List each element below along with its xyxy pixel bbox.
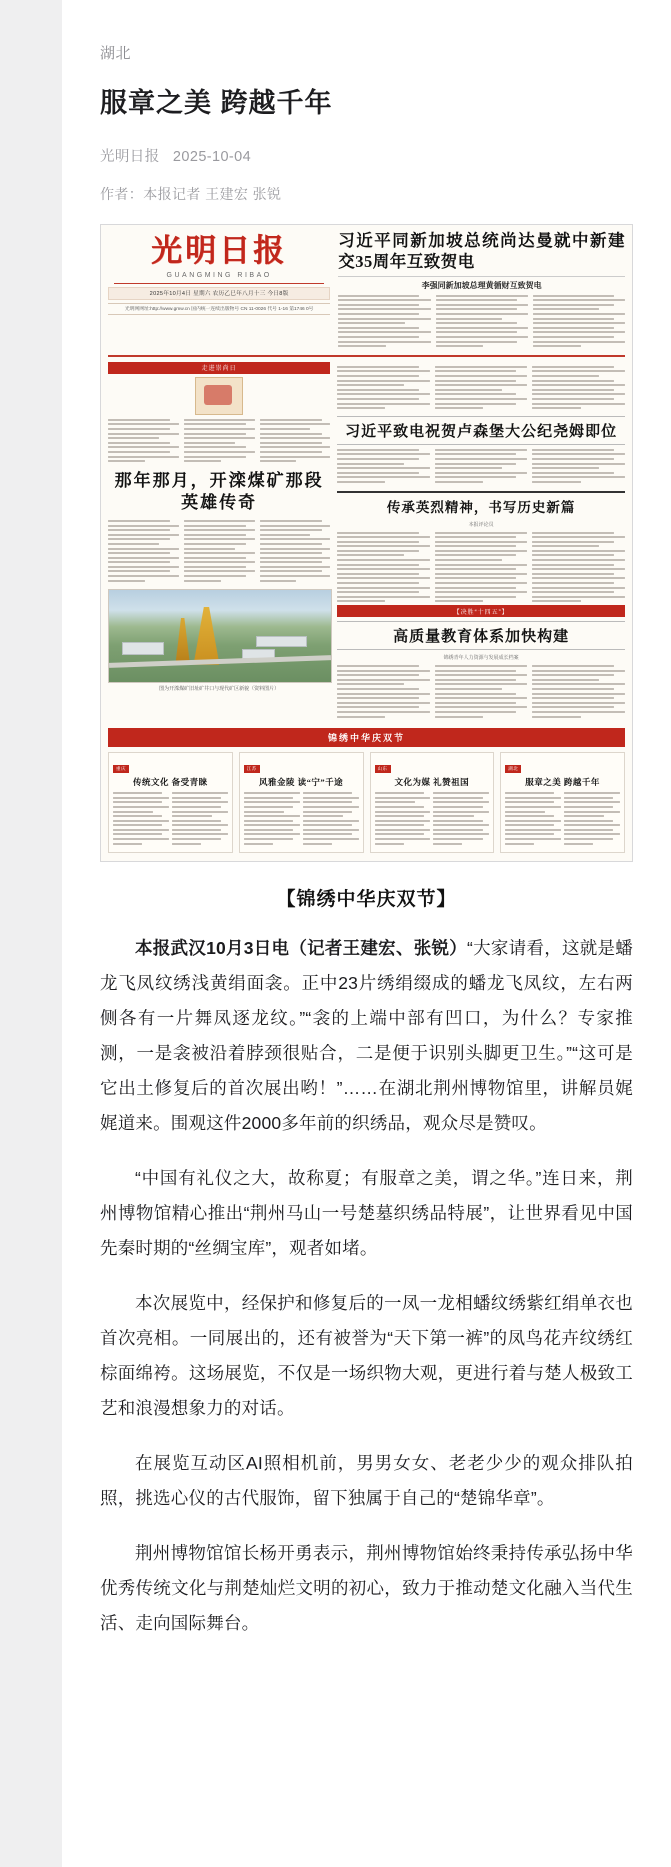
- right-column: [532, 449, 625, 486]
- right-column: [435, 366, 528, 412]
- cell-column: [244, 792, 300, 847]
- newspaper-left-column: [108, 362, 330, 720]
- decision-banner: 【决胜“十四五”】: [337, 605, 625, 617]
- newspaper-body: [108, 362, 625, 720]
- dateline-lead: 本报武汉10月3日电（记者王建宏、张锐）: [135, 938, 468, 959]
- cell-column: [375, 792, 431, 847]
- cell-title: 风雅金陵 读“宁”千途: [259, 777, 344, 788]
- cell-columns: [244, 792, 359, 847]
- article-paragraph: 在展览互动区AI照相机前，男男女女、老老少少的观众排队拍照，挑选心仪的古代服饰，留下独属于自己的“楚锦华章”。: [100, 1453, 633, 1509]
- bottom-story-cell: [108, 752, 233, 853]
- masthead-url: 光明网网址:http://www.gmw.cn 国内统一连续出版物号 CN 11-0026 代号 1-16 第1746 0号: [108, 303, 330, 315]
- left-column: [108, 520, 179, 584]
- newspaper-masthead: [108, 231, 330, 349]
- right-lower-columns: [337, 532, 625, 606]
- cell-columns: [113, 792, 228, 847]
- page-title: 服章之美 跨越千年: [100, 88, 333, 118]
- left-column: [184, 419, 255, 465]
- region-kicker: 湖北: [100, 45, 132, 62]
- mine-building: [122, 642, 164, 655]
- cell-column: [172, 792, 228, 847]
- article-paragraph: “中国有礼仪之大，故称夏；有服章之美，谓之华。”连日来，荆州博物馆精心推出“荆州马山一号楚墓织绣品特展”，让世界看见中国先秦时期的“丝绸宝库”，观者如堵。: [100, 1168, 633, 1259]
- masthead-title: 光明日报: [151, 233, 288, 269]
- masthead-rule: [114, 283, 324, 284]
- bottom-story-cell: [239, 752, 364, 853]
- cell-columns: [375, 792, 490, 847]
- left-mid-columns: [108, 520, 330, 584]
- meta-separator: [164, 149, 168, 165]
- lead-subhead: 李强同新加坡总理黄循财互致贺电: [338, 276, 625, 291]
- feature-stamp-graphic: [195, 377, 243, 415]
- right-column: [532, 532, 625, 606]
- feature-tag: 走进崇尚日: [108, 362, 330, 374]
- coal-mine-photo: [108, 589, 332, 683]
- second-headline: 习近平致电祝贺卢森堡大公纪尧姆即位: [337, 416, 625, 445]
- right-column: [532, 665, 625, 720]
- source-label: 光明日报: [100, 149, 160, 166]
- third-headline: 传承英烈精神，书写历史新篇: [337, 491, 625, 518]
- left-column: [108, 419, 179, 465]
- cell-region-tag: 江苏: [244, 765, 260, 773]
- left-column: [184, 520, 255, 584]
- fourth-subhead: 锦绣青年人力资源与发展成长档案: [443, 655, 519, 661]
- right-column: [435, 532, 528, 606]
- mine-road: [109, 655, 331, 668]
- bottom-story-cell: [370, 752, 495, 853]
- left-top-columns: [108, 419, 330, 465]
- right-top-columns: [337, 366, 625, 412]
- third-byline: 本报评论员: [468, 521, 494, 528]
- newspaper-front-page-image: [100, 224, 633, 862]
- lead-column: [436, 295, 528, 350]
- cell-region-tag: 重庆: [113, 765, 129, 773]
- cell-region-tag: 湖北: [505, 765, 521, 773]
- right-column: [337, 449, 430, 486]
- newspaper-lead-story: [338, 231, 625, 349]
- right-column: [435, 665, 528, 720]
- masthead-pinyin: GUANGMING RIBAO: [166, 271, 272, 279]
- lead-column: [533, 295, 625, 350]
- mine-derrick: [193, 607, 219, 665]
- right-column: [337, 665, 430, 720]
- mine-building: [256, 636, 307, 647]
- paragraph-text: “大家请看，这就是蟠龙飞凤纹绣浅黄绢面衾。正中23片绣绢缀成的蟠龙飞凤纹，左右两侧各有一片舞凤逐龙纹。”“衾的上端中部有凹口，为什么？专家推测，一是衾被沿着脖颈很贴合，二是便于识别头脚更卫生。”“这可是它出土修复后的首次展出哟！”……在湖北荆州博物馆里，讲解员娓娓道来。围观这件2000多年前的织绣品，观众尽是赞叹。: [100, 938, 634, 1134]
- bottom-story-cell: [500, 752, 625, 853]
- article-paragraph: [100, 931, 633, 1141]
- article-meta: [100, 145, 633, 166]
- section-banner: 【锦绣中华庆双节】: [276, 889, 457, 911]
- newspaper-right-column: [337, 362, 625, 720]
- article-paragraph: 本次展览中，经保护和修复后的一凤一龙相蟠纹绣紫红绢单衣也首次亮相。一同展出的，还有被誉为“天下第一裤”的凤鸟花卉纹绣红棕面绵袴。这场展览，不仅是一场织物大观，更进行着与楚人极致工艺和浪漫想象力的对话。: [100, 1293, 633, 1419]
- right-bottom-columns: [337, 665, 625, 720]
- right-mid-columns: [337, 449, 625, 486]
- lead-headline: 习近平同新加坡总统尚达曼就中新建交35周年互致贺电: [338, 231, 625, 272]
- lead-column: [338, 295, 430, 350]
- newspaper-top: [108, 231, 625, 356]
- mine-derrick-small: [176, 618, 190, 662]
- feature-title: 那年那月，开滦煤矿那段英雄传奇: [114, 470, 324, 512]
- right-column: [532, 366, 625, 412]
- cell-column: [113, 792, 169, 847]
- article-paragraph: 荆州博物馆馆长杨开勇表示，荆州博物馆始终秉持传承弘扬中华优秀传统文化与荆楚灿烂文明的初心，致力于推动楚文化融入当代生活、走向国际舞台。: [100, 1543, 633, 1634]
- right-column: [337, 366, 430, 412]
- left-column: [260, 419, 331, 465]
- photo-caption: 图为开滦煤矿旧址矿井口与现代矿区新貌（资料图片）: [159, 686, 280, 693]
- left-column: [260, 520, 331, 584]
- cell-title: 传统文化 备受青睐: [133, 777, 208, 788]
- cell-column: [433, 792, 489, 847]
- masthead-dateline: 2025年10月4日 星期六 农历乙巳年八月十三 今日8版: [108, 287, 330, 300]
- cell-title: 文化为媒 礼赞祖国: [394, 777, 470, 788]
- article-sheet: [62, 0, 671, 1867]
- red-festival-banner: 锦绣中华庆双节: [108, 728, 625, 747]
- cell-columns: [505, 792, 620, 847]
- fourth-headline: 高质量教育体系加快构建: [337, 621, 625, 650]
- lead-columns: [338, 295, 625, 350]
- bottom-story-grid: [108, 752, 625, 853]
- cell-region-tag: 山东: [375, 765, 391, 773]
- publish-date: 2025-10-04: [172, 149, 252, 166]
- cell-column: [564, 792, 620, 847]
- cell-column: [303, 792, 359, 847]
- right-column: [337, 532, 430, 606]
- cell-column: [505, 792, 561, 847]
- cell-title: 服章之美 跨越千年: [525, 777, 600, 788]
- right-column: [435, 449, 528, 486]
- byline: 作者：本报记者 王建宏 张锐: [100, 186, 282, 203]
